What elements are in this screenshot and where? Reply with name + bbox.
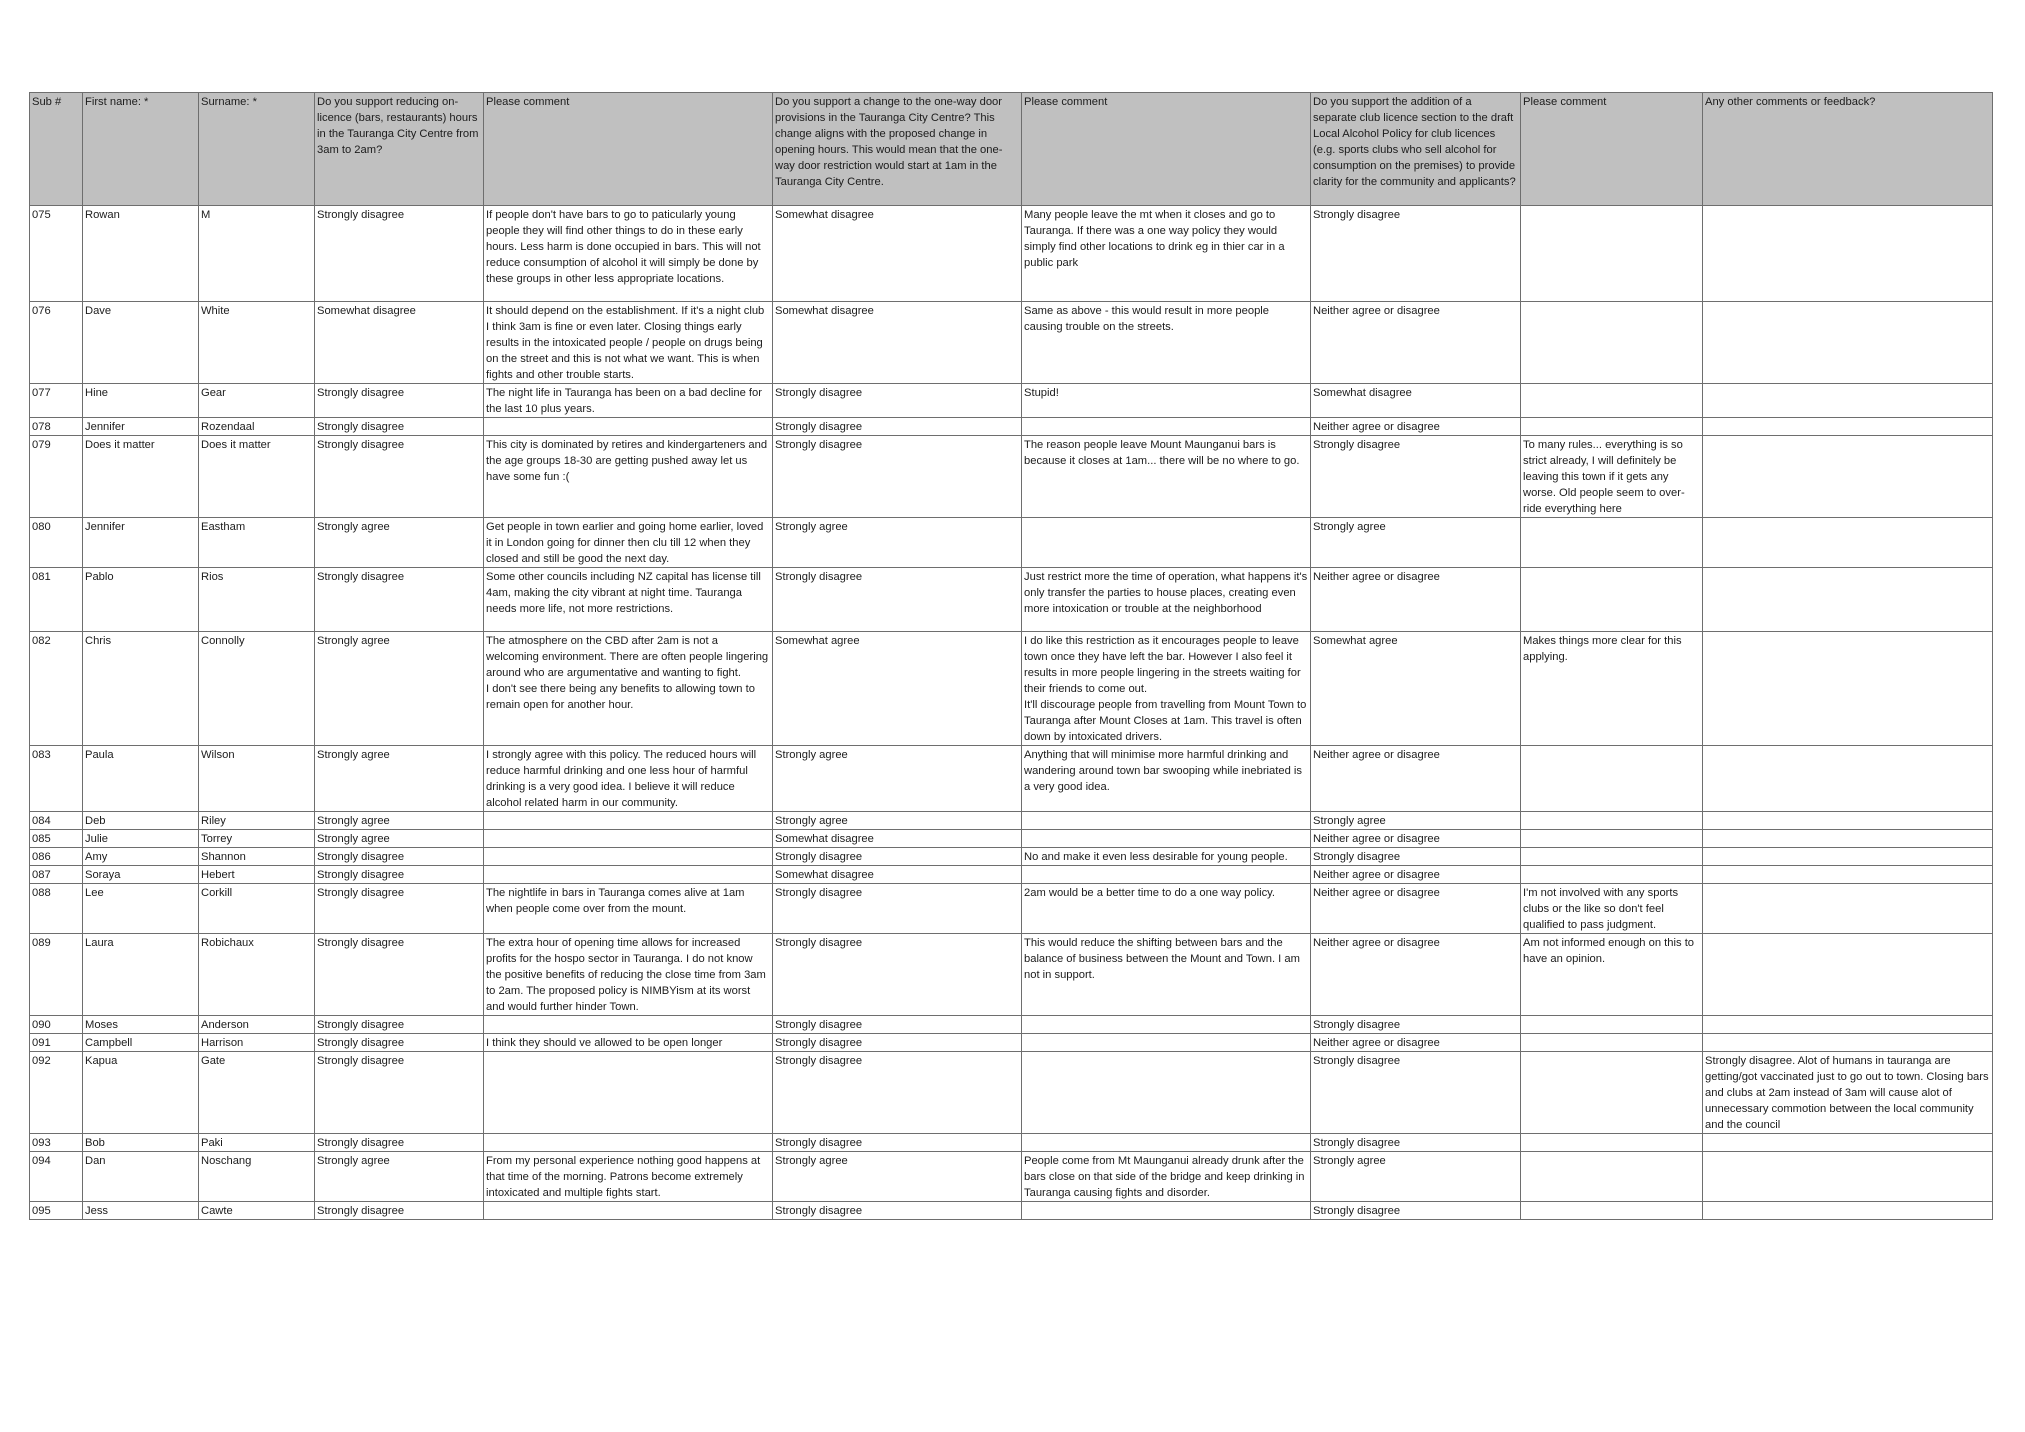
cell-q3-comment	[1521, 384, 1703, 418]
cell-q2-response: Somewhat agree	[773, 632, 1022, 746]
cell-q1-comment	[484, 1016, 773, 1034]
cell-q2-comment	[1022, 418, 1311, 436]
cell-first-name: Moses	[83, 1016, 199, 1034]
cell-first-name: Jess	[83, 1202, 199, 1220]
cell-q1-comment: The extra hour of opening time allows for increased profits for the hospo sector in Tauranga. I do not know the positive benefits of reducing the close time from 3am to 2am. The proposed policy is NIMBYism at its worst and would further hinder Town.	[484, 934, 773, 1016]
table-row	[30, 848, 1993, 866]
cell-surname: Robichaux	[199, 934, 315, 1016]
cell-q3-response: Neither agree or disagree	[1311, 568, 1521, 632]
cell-surname: Wilson	[199, 746, 315, 812]
table-row	[30, 1034, 1993, 1052]
table-row	[30, 418, 1993, 436]
cell-q2-comment: Same as above - this would result in more people causing trouble on the streets.	[1022, 302, 1311, 384]
cell-other-feedback	[1703, 884, 1993, 934]
cell-other-feedback	[1703, 1202, 1993, 1220]
cell-q1-comment: I think they should ve allowed to be open longer	[484, 1034, 773, 1052]
cell-first-name: Pablo	[83, 568, 199, 632]
cell-q3-comment	[1521, 1202, 1703, 1220]
cell-other-feedback	[1703, 812, 1993, 830]
cell-q3-comment	[1521, 206, 1703, 302]
cell-sub-number: 094	[30, 1152, 83, 1202]
table-row	[30, 812, 1993, 830]
cell-q1-response: Strongly disagree	[315, 934, 484, 1016]
header-q1-reduce-hours: Do you support reducing on-licence (bars, restaurants) hours in the Tauranga City Centre from 3am to 2am?	[315, 93, 484, 206]
cell-first-name: Bob	[83, 1134, 199, 1152]
cell-q3-comment	[1521, 1052, 1703, 1134]
cell-q3-response: Neither agree or disagree	[1311, 866, 1521, 884]
cell-q1-comment: It should depend on the establishment. If it's a night club I think 3am is fine or even later. Closing things early results in the intoxicated people / people on drugs being on the street and this is not what we want. This is when fights and other trouble starts.	[484, 302, 773, 384]
cell-q2-comment	[1022, 1052, 1311, 1134]
cell-sub-number: 084	[30, 812, 83, 830]
cell-sub-number: 085	[30, 830, 83, 848]
cell-q1-comment	[484, 1052, 773, 1134]
cell-q3-comment	[1521, 1152, 1703, 1202]
cell-other-feedback	[1703, 302, 1993, 384]
cell-q1-response: Strongly agree	[315, 812, 484, 830]
cell-sub-number: 081	[30, 568, 83, 632]
cell-q2-response: Somewhat disagree	[773, 830, 1022, 848]
cell-first-name: Jennifer	[83, 418, 199, 436]
cell-q1-response: Strongly disagree	[315, 206, 484, 302]
cell-q3-comment: Makes things more clear for this applying.	[1521, 632, 1703, 746]
cell-q3-response: Neither agree or disagree	[1311, 934, 1521, 1016]
cell-q2-comment: The reason people leave Mount Maunganui bars is because it closes at 1am... there will be no where to go.	[1022, 436, 1311, 518]
cell-q2-comment: I do like this restriction as it encourages people to leave town once they have left the bar. However I also feel it results in more people lingering in the streets waiting for their friends to come out. It'll discourage people from travelling from Mount Town to Tauranga after Mount Closes at 1am. This travel is often down by intoxicated drivers.	[1022, 632, 1311, 746]
cell-q2-comment	[1022, 1134, 1311, 1152]
cell-q2-response: Strongly disagree	[773, 1034, 1022, 1052]
cell-q3-response: Strongly disagree	[1311, 848, 1521, 866]
cell-q1-comment	[484, 1202, 773, 1220]
cell-q3-comment	[1521, 518, 1703, 568]
table-row	[30, 384, 1993, 418]
cell-q2-comment	[1022, 1034, 1311, 1052]
cell-q2-response: Strongly disagree	[773, 1016, 1022, 1034]
cell-q1-response: Strongly agree	[315, 518, 484, 568]
cell-first-name: Deb	[83, 812, 199, 830]
cell-sub-number: 089	[30, 934, 83, 1016]
cell-q1-response: Strongly disagree	[315, 568, 484, 632]
cell-first-name: Chris	[83, 632, 199, 746]
cell-q2-response: Strongly disagree	[773, 568, 1022, 632]
cell-q3-response: Somewhat agree	[1311, 632, 1521, 746]
cell-q1-response: Strongly agree	[315, 746, 484, 812]
cell-q3-comment	[1521, 1034, 1703, 1052]
cell-q1-response: Strongly agree	[315, 632, 484, 746]
cell-q1-comment: Get people in town earlier and going home earlier, loved it in London going for dinner then clu till 12 when they closed and still be good the next day.	[484, 518, 773, 568]
cell-q1-comment: From my personal experience nothing good happens at that time of the morning. Patrons become extremely intoxicated and multiple fights start.	[484, 1152, 773, 1202]
cell-q1-comment: The nightlife in bars in Tauranga comes alive at 1am when people come over from the mount.	[484, 884, 773, 934]
table-row	[30, 632, 1993, 746]
cell-q3-comment	[1521, 746, 1703, 812]
cell-surname: Rozendaal	[199, 418, 315, 436]
header-other-feedback: Any other comments or feedback?	[1703, 93, 1993, 206]
cell-other-feedback: Strongly disagree. Alot of humans in tauranga are getting/got vaccinated just to go out to town. Closing bars and clubs at 2am instead of 3am will cause alot of unnecessary commotion between the local community and the council	[1703, 1052, 1993, 1134]
cell-q2-comment: This would reduce the shifting between bars and the balance of business between the Mount and Town. I am not in support.	[1022, 934, 1311, 1016]
cell-q1-comment	[484, 812, 773, 830]
table-row	[30, 866, 1993, 884]
cell-surname: Shannon	[199, 848, 315, 866]
cell-q1-response: Strongly disagree	[315, 384, 484, 418]
cell-first-name: Campbell	[83, 1034, 199, 1052]
cell-q2-comment: People come from Mt Maunganui already drunk after the bars close on that side of the bridge and keep drinking in Tauranga causing fights and disorder.	[1022, 1152, 1311, 1202]
cell-q1-comment	[484, 1134, 773, 1152]
cell-q3-comment	[1521, 568, 1703, 632]
cell-other-feedback	[1703, 1134, 1993, 1152]
cell-q3-response: Neither agree or disagree	[1311, 830, 1521, 848]
cell-q2-response: Strongly disagree	[773, 384, 1022, 418]
header-first-name: First name: *	[83, 93, 199, 206]
cell-q3-comment	[1521, 812, 1703, 830]
cell-q3-response: Strongly agree	[1311, 812, 1521, 830]
cell-q3-comment	[1521, 830, 1703, 848]
cell-first-name: Rowan	[83, 206, 199, 302]
cell-q3-comment: Am not informed enough on this to have an opinion.	[1521, 934, 1703, 1016]
cell-q1-comment	[484, 418, 773, 436]
cell-q3-response: Strongly disagree	[1311, 206, 1521, 302]
cell-q2-response: Somewhat disagree	[773, 206, 1022, 302]
cell-q2-response: Strongly disagree	[773, 1202, 1022, 1220]
cell-q2-comment	[1022, 518, 1311, 568]
header-q2-one-way-door: Do you support a change to the one-way door provisions in the Tauranga City Centre? This change aligns with the proposed change in opening hours. This would mean that the one-way door restriction would start at 1am in the Tauranga City Centre.	[773, 93, 1022, 206]
table-row	[30, 1052, 1993, 1134]
cell-q2-comment: 2am would be a better time to do a one way policy.	[1022, 884, 1311, 934]
cell-q2-response: Strongly disagree	[773, 934, 1022, 1016]
table-row	[30, 830, 1993, 848]
cell-first-name: Dan	[83, 1152, 199, 1202]
table-row	[30, 1202, 1993, 1220]
cell-q2-response: Strongly disagree	[773, 884, 1022, 934]
cell-q1-response: Strongly disagree	[315, 1016, 484, 1034]
cell-first-name: Laura	[83, 934, 199, 1016]
cell-q3-comment	[1521, 1016, 1703, 1034]
cell-q2-response: Strongly disagree	[773, 1052, 1022, 1134]
cell-q2-response: Strongly disagree	[773, 1134, 1022, 1152]
cell-q1-response: Strongly disagree	[315, 418, 484, 436]
table-row	[30, 934, 1993, 1016]
cell-surname: Does it matter	[199, 436, 315, 518]
cell-first-name: Hine	[83, 384, 199, 418]
cell-other-feedback	[1703, 1152, 1993, 1202]
cell-q2-comment	[1022, 812, 1311, 830]
cell-surname: M	[199, 206, 315, 302]
cell-surname: Torrey	[199, 830, 315, 848]
header-row	[30, 93, 1993, 206]
cell-q3-comment	[1521, 848, 1703, 866]
cell-surname: Paki	[199, 1134, 315, 1152]
cell-q1-response: Strongly disagree	[315, 1202, 484, 1220]
cell-sub-number: 091	[30, 1034, 83, 1052]
cell-q1-comment: Some other councils including NZ capital has license till 4am, making the city vibrant at night time. Tauranga needs more life, not more restrictions.	[484, 568, 773, 632]
cell-q3-response: Neither agree or disagree	[1311, 884, 1521, 934]
cell-sub-number: 079	[30, 436, 83, 518]
table-row	[30, 1134, 1993, 1152]
cell-q2-response: Strongly agree	[773, 518, 1022, 568]
cell-surname: Corkill	[199, 884, 315, 934]
cell-sub-number: 078	[30, 418, 83, 436]
cell-surname: White	[199, 302, 315, 384]
cell-q3-comment: To many rules... everything is so strict already, I will definitely be leaving this town if it gets any worse. Old people seem to over-ride everything here	[1521, 436, 1703, 518]
header-surname: Surname: *	[199, 93, 315, 206]
cell-q2-response: Strongly disagree	[773, 848, 1022, 866]
cell-q1-comment: The night life in Tauranga has been on a bad decline for the last 10 plus years.	[484, 384, 773, 418]
cell-q1-comment: I strongly agree with this policy. The reduced hours will reduce harmful drinking and one less hour of harmful drinking is a very good idea. I believe it will reduce alcohol related harm in our community.	[484, 746, 773, 812]
cell-q1-response: Strongly disagree	[315, 848, 484, 866]
cell-q1-response: Strongly disagree	[315, 1034, 484, 1052]
cell-first-name: Jennifer	[83, 518, 199, 568]
cell-q3-response: Strongly disagree	[1311, 436, 1521, 518]
cell-other-feedback	[1703, 632, 1993, 746]
cell-q1-comment: This city is dominated by retires and kindergarteners and the age groups 18-30 are getting pushed away let us have some fun :(	[484, 436, 773, 518]
cell-other-feedback	[1703, 830, 1993, 848]
cell-q3-response: Neither agree or disagree	[1311, 1034, 1521, 1052]
cell-sub-number: 080	[30, 518, 83, 568]
cell-q3-comment: I'm not involved with any sports clubs or the like so don't feel qualified to pass judgment.	[1521, 884, 1703, 934]
cell-q1-response: Strongly disagree	[315, 1052, 484, 1134]
cell-q3-comment	[1521, 418, 1703, 436]
cell-other-feedback	[1703, 568, 1993, 632]
submissions-table	[29, 92, 1993, 1220]
cell-q3-response: Strongly disagree	[1311, 1016, 1521, 1034]
table-row	[30, 884, 1993, 934]
cell-surname: Connolly	[199, 632, 315, 746]
cell-first-name: Dave	[83, 302, 199, 384]
cell-q1-comment	[484, 830, 773, 848]
cell-q2-response: Strongly agree	[773, 1152, 1022, 1202]
cell-q2-comment	[1022, 1016, 1311, 1034]
cell-sub-number: 076	[30, 302, 83, 384]
header-sub-number: Sub #	[30, 93, 83, 206]
header-q3-comment: Please comment	[1521, 93, 1703, 206]
cell-q3-response: Strongly disagree	[1311, 1202, 1521, 1220]
table-row	[30, 746, 1993, 812]
cell-q3-response: Somewhat disagree	[1311, 384, 1521, 418]
cell-q3-response: Neither agree or disagree	[1311, 746, 1521, 812]
cell-other-feedback	[1703, 746, 1993, 812]
cell-q3-response: Strongly disagree	[1311, 1052, 1521, 1134]
cell-q2-response: Strongly agree	[773, 746, 1022, 812]
cell-q2-comment: Just restrict more the time of operation, what happens it's only transfer the parties to house places, creating even more intoxication or trouble at the neighborhood	[1022, 568, 1311, 632]
cell-sub-number: 077	[30, 384, 83, 418]
cell-q1-comment	[484, 866, 773, 884]
cell-first-name: Soraya	[83, 866, 199, 884]
cell-surname: Harrison	[199, 1034, 315, 1052]
table-row	[30, 206, 1993, 302]
table-row	[30, 436, 1993, 518]
cell-sub-number: 087	[30, 866, 83, 884]
cell-surname: Riley	[199, 812, 315, 830]
cell-q2-comment: Many people leave the mt when it closes and go to Tauranga. If there was a one way policy they would simply find other locations to drink eg in thier car in a public park	[1022, 206, 1311, 302]
cell-first-name: Paula	[83, 746, 199, 812]
cell-sub-number: 092	[30, 1052, 83, 1134]
cell-other-feedback	[1703, 1034, 1993, 1052]
cell-q2-comment: Stupid!	[1022, 384, 1311, 418]
cell-first-name: Kapua	[83, 1052, 199, 1134]
cell-q2-response: Strongly disagree	[773, 418, 1022, 436]
cell-q1-response: Strongly disagree	[315, 884, 484, 934]
cell-q2-response: Strongly agree	[773, 812, 1022, 830]
table-row	[30, 302, 1993, 384]
cell-q3-comment	[1521, 1134, 1703, 1152]
cell-q2-response: Strongly disagree	[773, 436, 1022, 518]
cell-surname: Gear	[199, 384, 315, 418]
cell-sub-number: 090	[30, 1016, 83, 1034]
cell-q2-response: Somewhat disagree	[773, 866, 1022, 884]
cell-surname: Gate	[199, 1052, 315, 1134]
cell-sub-number: 093	[30, 1134, 83, 1152]
cell-other-feedback	[1703, 866, 1993, 884]
cell-q1-comment: If people don't have bars to go to paticularly young people they will find other things to do in these early hours. Less harm is done occupied in bars. This will not reduce consumption of alcohol it will simply be done by these groups in other less appropriate locations.	[484, 206, 773, 302]
table-row	[30, 518, 1993, 568]
cell-surname: Rios	[199, 568, 315, 632]
cell-sub-number: 082	[30, 632, 83, 746]
cell-sub-number: 075	[30, 206, 83, 302]
cell-sub-number: 095	[30, 1202, 83, 1220]
cell-q3-response: Neither agree or disagree	[1311, 302, 1521, 384]
cell-surname: Anderson	[199, 1016, 315, 1034]
cell-sub-number: 086	[30, 848, 83, 866]
cell-sub-number: 083	[30, 746, 83, 812]
cell-q1-response: Strongly disagree	[315, 866, 484, 884]
cell-q3-comment	[1521, 302, 1703, 384]
cell-q1-response: Strongly agree	[315, 1152, 484, 1202]
table-row	[30, 1016, 1993, 1034]
cell-first-name: Lee	[83, 884, 199, 934]
cell-other-feedback	[1703, 518, 1993, 568]
header-q3-club-licence: Do you support the addition of a separate club licence section to the draft Local Alcohol Policy for club licences (e.g. sports clubs who sell alcohol for consumption on the premises) to provide clarity for the community and applicants?	[1311, 93, 1521, 206]
cell-q2-comment	[1022, 830, 1311, 848]
cell-q1-response: Strongly agree	[315, 830, 484, 848]
cell-surname: Cawte	[199, 1202, 315, 1220]
cell-q3-response: Strongly agree	[1311, 518, 1521, 568]
cell-q1-response: Somewhat disagree	[315, 302, 484, 384]
cell-surname: Noschang	[199, 1152, 315, 1202]
cell-first-name: Julie	[83, 830, 199, 848]
header-q2-comment: Please comment	[1022, 93, 1311, 206]
cell-other-feedback	[1703, 206, 1993, 302]
cell-q2-comment	[1022, 866, 1311, 884]
cell-q3-response: Strongly agree	[1311, 1152, 1521, 1202]
cell-other-feedback	[1703, 1016, 1993, 1034]
cell-other-feedback	[1703, 934, 1993, 1016]
cell-q3-comment	[1521, 866, 1703, 884]
cell-other-feedback	[1703, 418, 1993, 436]
cell-first-name: Amy	[83, 848, 199, 866]
cell-q1-comment: The atmosphere on the CBD after 2am is not a welcoming environment. There are often people lingering around who are argumentative and wanting to fight. I don't see there being any benefits to allowing town to remain open for another hour.	[484, 632, 773, 746]
cell-q3-response: Strongly disagree	[1311, 1134, 1521, 1152]
table-row	[30, 1152, 1993, 1202]
cell-other-feedback	[1703, 848, 1993, 866]
cell-q1-response: Strongly disagree	[315, 436, 484, 518]
table-row	[30, 568, 1993, 632]
cell-surname: Hebert	[199, 866, 315, 884]
cell-q2-response: Somewhat disagree	[773, 302, 1022, 384]
cell-surname: Eastham	[199, 518, 315, 568]
cell-first-name: Does it matter	[83, 436, 199, 518]
cell-q3-response: Neither agree or disagree	[1311, 418, 1521, 436]
cell-other-feedback	[1703, 436, 1993, 518]
cell-sub-number: 088	[30, 884, 83, 934]
cell-q1-response: Strongly disagree	[315, 1134, 484, 1152]
cell-q2-comment	[1022, 1202, 1311, 1220]
header-q1-comment: Please comment	[484, 93, 773, 206]
cell-q2-comment: No and make it even less desirable for young people.	[1022, 848, 1311, 866]
cell-other-feedback	[1703, 384, 1993, 418]
cell-q1-comment	[484, 848, 773, 866]
cell-q2-comment: Anything that will minimise more harmful drinking and wandering around town bar swooping while inebriated is a very good idea.	[1022, 746, 1311, 812]
